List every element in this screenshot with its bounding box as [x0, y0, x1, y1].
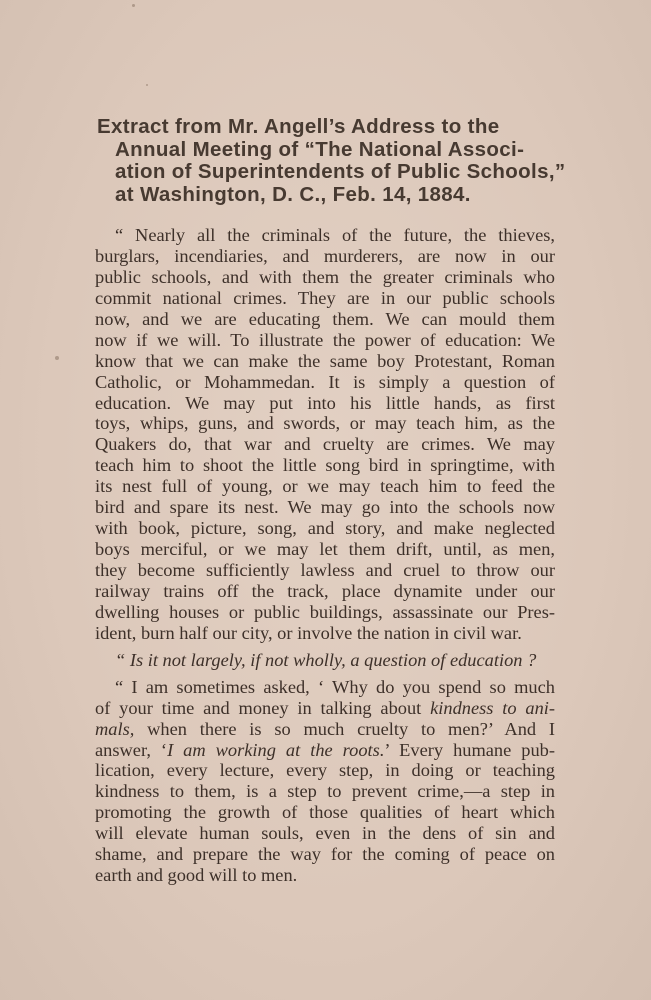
heading-line: Annual Meeting of “The National Associ- — [115, 137, 525, 161]
text-line: teach him to shoot the little song bird in springtime, with — [95, 455, 555, 476]
text-line: bird and spare its nest. We may go into the schools now — [95, 497, 555, 518]
text-line — [95, 740, 555, 761]
text-line: commit national crimes. They are in our public schools — [95, 287, 555, 308]
text-run: of your time and money in talking about — [95, 697, 422, 718]
text-run: answer, ‘ — [95, 739, 168, 760]
text-line — [95, 698, 555, 719]
italic-run: mals, — [95, 718, 135, 739]
text-line: public schools, and with them the greater criminals who — [95, 266, 555, 287]
text-line: toys, whips, guns, and swords, or may teach him, as the — [95, 413, 555, 434]
text-line: dwelling houses or public buildings, assassinate our Pres- — [95, 601, 555, 622]
text-line: lication, every lecture, every step, in doing or teaching — [95, 760, 555, 781]
paper-speck — [132, 4, 135, 7]
text-line: ident, burn half our city, or involve the nation in civil war. — [95, 622, 522, 643]
italic-run: I am working at the roots. — [167, 739, 385, 760]
extract-heading — [97, 116, 567, 206]
heading-line: ation of Superintendents of Public Schools,” — [115, 160, 566, 183]
text-line: shame, and prepare the way for the coming of peace on — [95, 844, 555, 865]
text-line: Quakers do, that war and cruelty are crimes. We may — [95, 434, 555, 455]
text-line: with book, picture, song, and story, and make neglected — [95, 518, 555, 539]
text-line: “ Is it not largely, if not wholly, a question of education ? — [115, 649, 537, 670]
text-line: now if we will. To illustrate the power of education: We — [95, 329, 555, 350]
text-line: they become sufficiently lawless and cruel to throw our — [95, 560, 555, 580]
text-line: education. We may put into his little hands, as first — [95, 392, 555, 413]
paper-speck — [146, 84, 148, 86]
paragraph-question — [95, 650, 555, 671]
text-line: earth and good will to men. — [95, 865, 298, 886]
text-line: know that we can make the same boy Protestant, Roman — [95, 350, 555, 371]
paragraph-criminals — [95, 225, 555, 644]
text-line: Catholic, or Mohammedan. It is simply a question of — [95, 371, 555, 392]
text-line: now, and we are educating them. We can mould them — [95, 308, 555, 329]
text-line: “ I am sometimes asked, ‘ Why do you spend so much — [115, 676, 555, 697]
italic-run: kindness to ani- — [430, 697, 556, 718]
text-line: burglars, incendiaries, and murderers, are now in our — [95, 245, 555, 266]
heading-line: at Washington, D. C., Feb. 14, 1884. — [115, 182, 471, 206]
address-body — [95, 225, 555, 886]
text-line: kindness to them, is a step to prevent crime,—a step in — [95, 781, 555, 802]
heading-line: Extract from Mr. Angell’s Address to the — [97, 115, 500, 138]
paragraph-kindness — [95, 677, 555, 886]
paper-speck — [55, 356, 59, 360]
text-run: ’ Every humane pub- — [384, 739, 555, 760]
text-line — [95, 719, 555, 740]
text-line: boys merciful, or we may let them drift, until, as men, — [95, 539, 555, 560]
text-line: railway trains off the track, place dynamite under our — [95, 580, 555, 601]
text-line: promoting the growth of those qualities of heart which — [95, 802, 555, 823]
text-line: “ Nearly all the criminals of the future, the thieves, — [115, 225, 555, 245]
text-line: its nest full of young, or we may teach him to feed the — [95, 476, 555, 497]
text-line: will elevate human souls, even in the dens of sin and — [95, 823, 555, 844]
text-run: when there is so much cruelty to men?’ And I — [147, 718, 555, 739]
